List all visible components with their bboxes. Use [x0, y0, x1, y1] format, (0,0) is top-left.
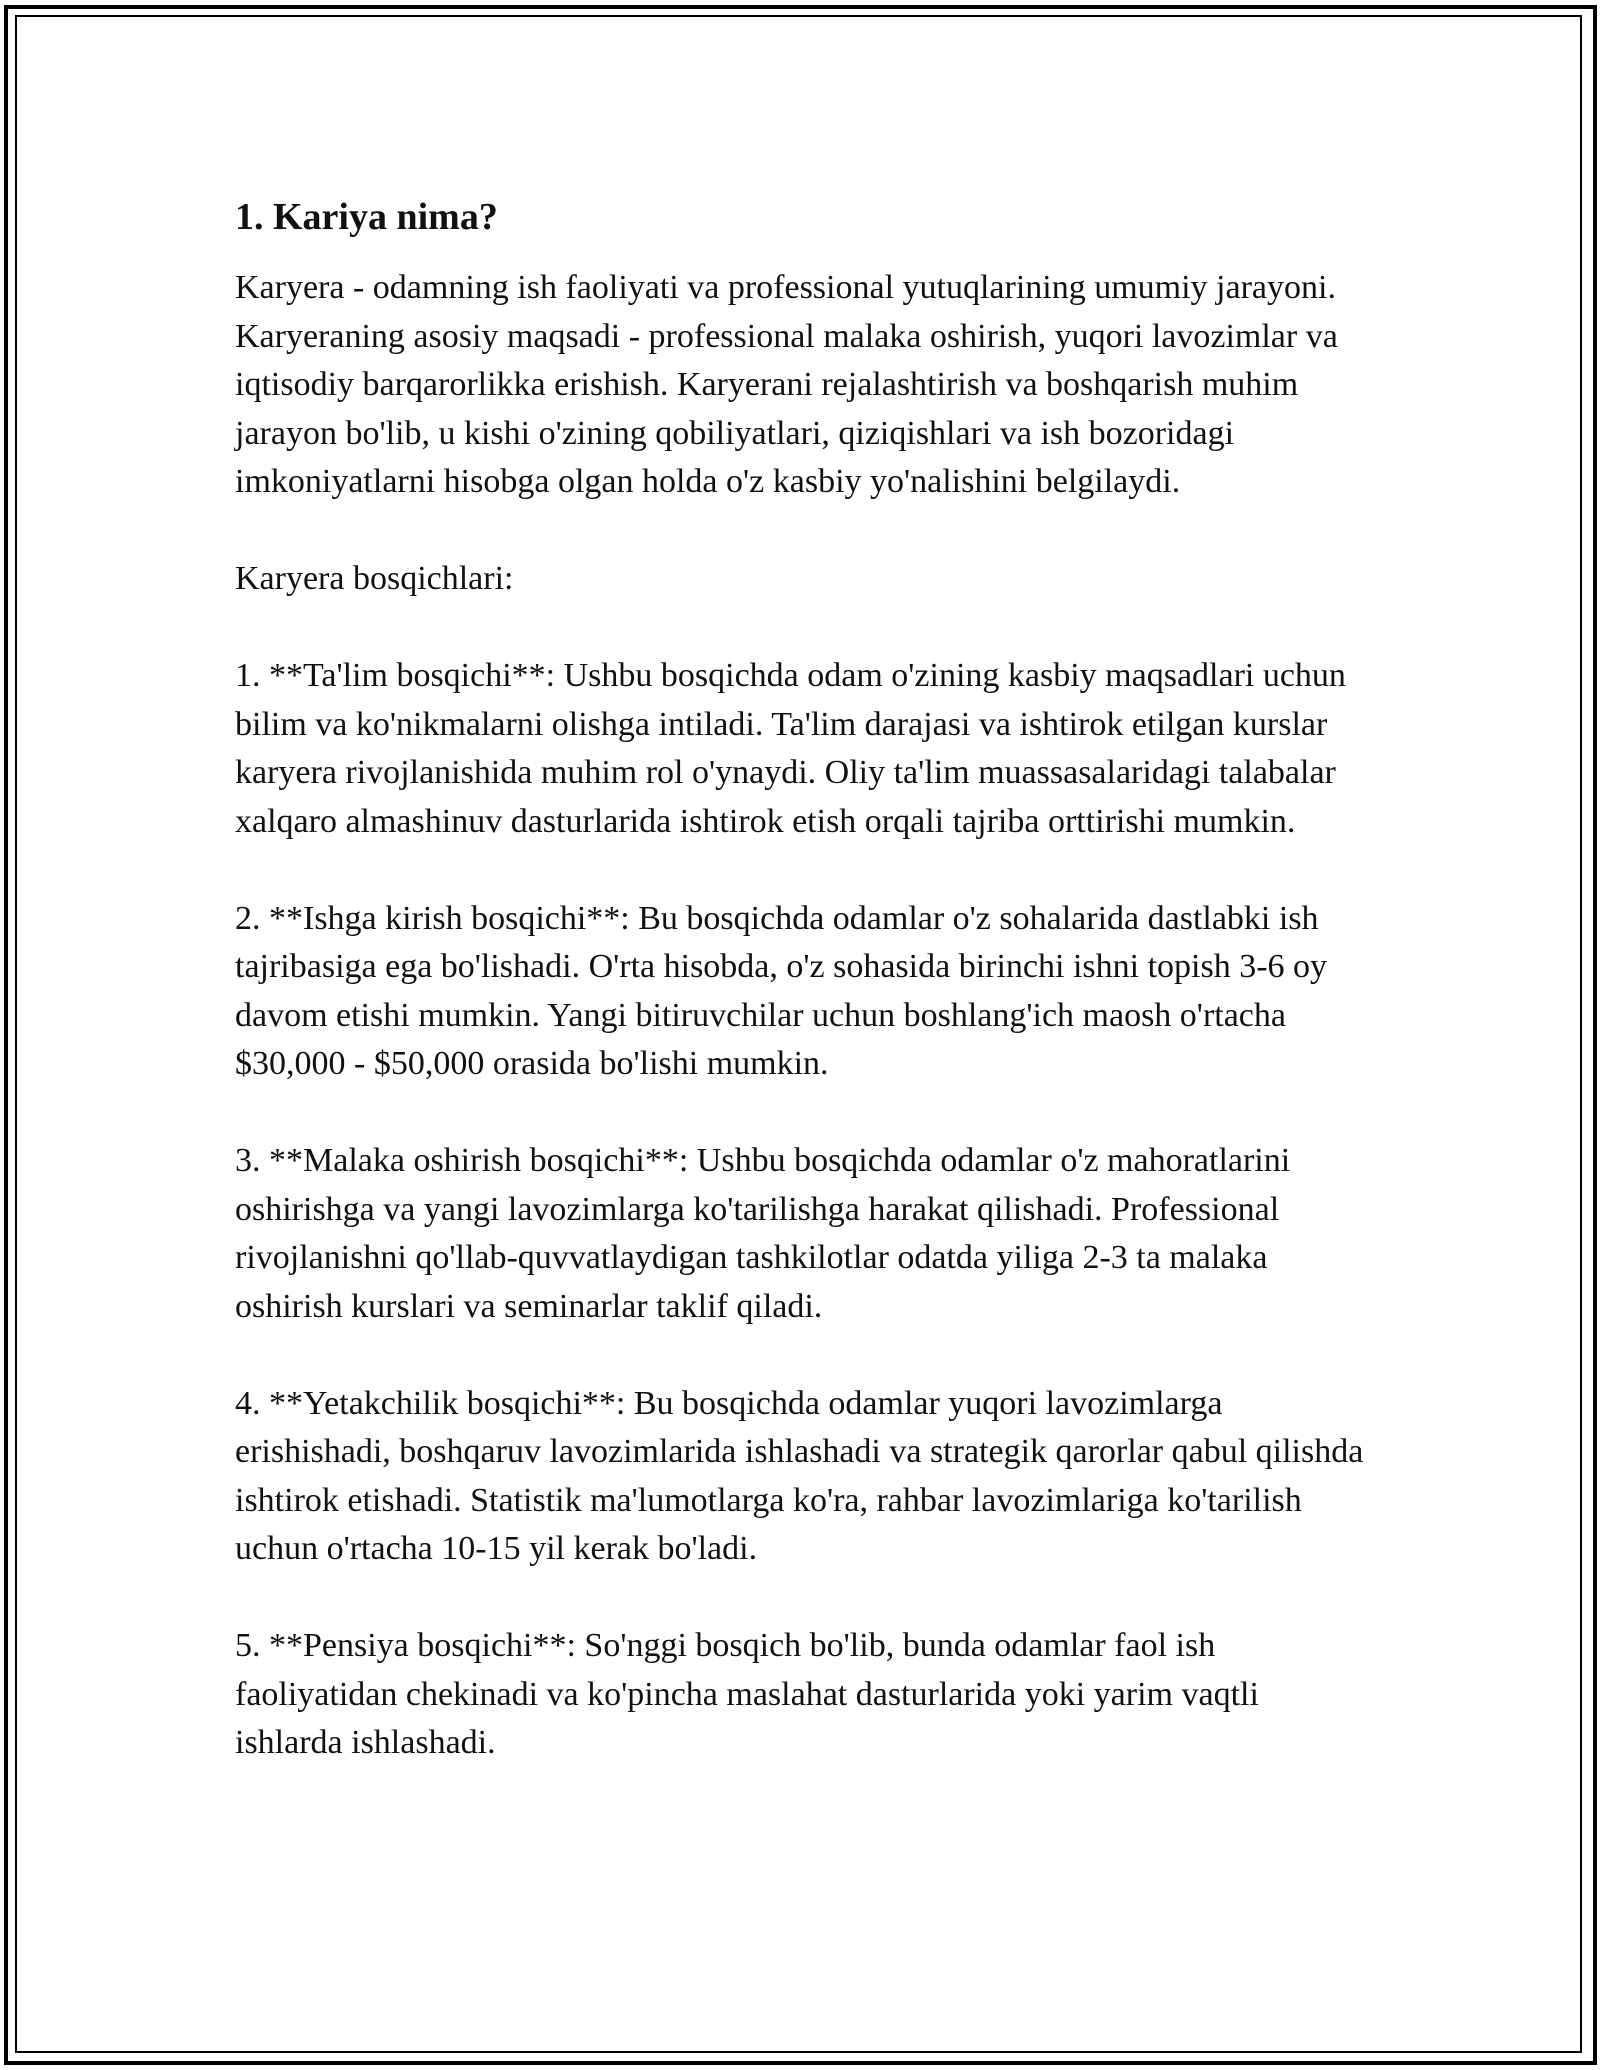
- paragraph-stage-1: 1. **Ta'lim bosqichi**: Ushbu bosqichda odam o'zining kasbiy maqsadlari uchun bilim va ko'nikmalarni olishga intiladi. Ta'lim darajasi va ishtirok etilgan kurslar karyera rivojlanishida muhim rol o'ynaydi. Oliy ta'lim muassasalaridagi talabalar xalqaro almashinuv dasturlarida ishtirok etish orqali tajriba orttirishi mumkin.: [235, 657, 1346, 840]
- paragraph-intro: Karyera - odamning ish faoliyati va professional yutuqlarining umumiy jarayoni. Karyeraning asosiy maqsadi - professional malaka oshirish, yuqori lavozimlar va iqtisodiy barqarorlikka erishish. Karyerani rejalashtirish va boshqarish muhim jarayon bo'lib, u kishi o'zining qobiliyatlari, qiziqishlari va ish bozoridagi imkoniyatlarni hisobga olgan holda o'z kasbiy yo'nalishini belgilaydi.: [235, 269, 1338, 500]
- paragraph-stage-5: 5. **Pensiya bosqichi**: So'nggi bosqich bo'lib, bunda odamlar faol ish faoliyatidan chekinadi va ko'pincha maslahat dasturlarida yoki yarim vaqtli ishlarda ishlashadi.: [235, 1627, 1259, 1761]
- document-body: [235, 180, 1370, 1768]
- paragraph-stage-3: 3. **Malaka oshirish bosqichi**: Ushbu bosqichda odamlar o'z mahoratlarini oshirishga va yangi lavozimlarga ko'tarilishga harakat qilishadi. Professional rivojlanishni qo'llab-quvvatlaydigan tashkilotlar odatda yiliga 2-3 ta malaka oshirish kurslari va seminarlar taklif qiladi.: [235, 1142, 1291, 1325]
- paragraph-stage-2: 2. **Ishga kirish bosqichi**: Bu bosqichda odamlar o'z sohalarida dastlabki ish tajribasiga ega bo'lishadi. O'rta hisobda, o'z sohasida birinchi ishni topish 3-6 oy davom etishi mumkin. Yangi bitiruvchilar uchun boshlang'ich maosh o'rtacha $30,000 - $50,000 orasida bo'lishi mumkin.: [235, 899, 1328, 1082]
- paragraph-stages-heading: Karyera bosqichlari:: [235, 560, 514, 597]
- document-title: 1. Kariya nima?: [235, 196, 498, 238]
- paragraph-stage-4: 4. **Yetakchilik bosqichi**: Bu bosqichda odamlar yuqori lavozimlarga erishishadi, boshqaruv lavozimlarida ishlashadi va strategik qarorlar qabul qilishda ishtirok etishadi. Statistik ma'lumotlarga ko'ra, rahbar lavozimlariga ko'tarilish uchun o'rtacha 10-15 yil kerak bo'ladi.: [235, 1384, 1364, 1567]
